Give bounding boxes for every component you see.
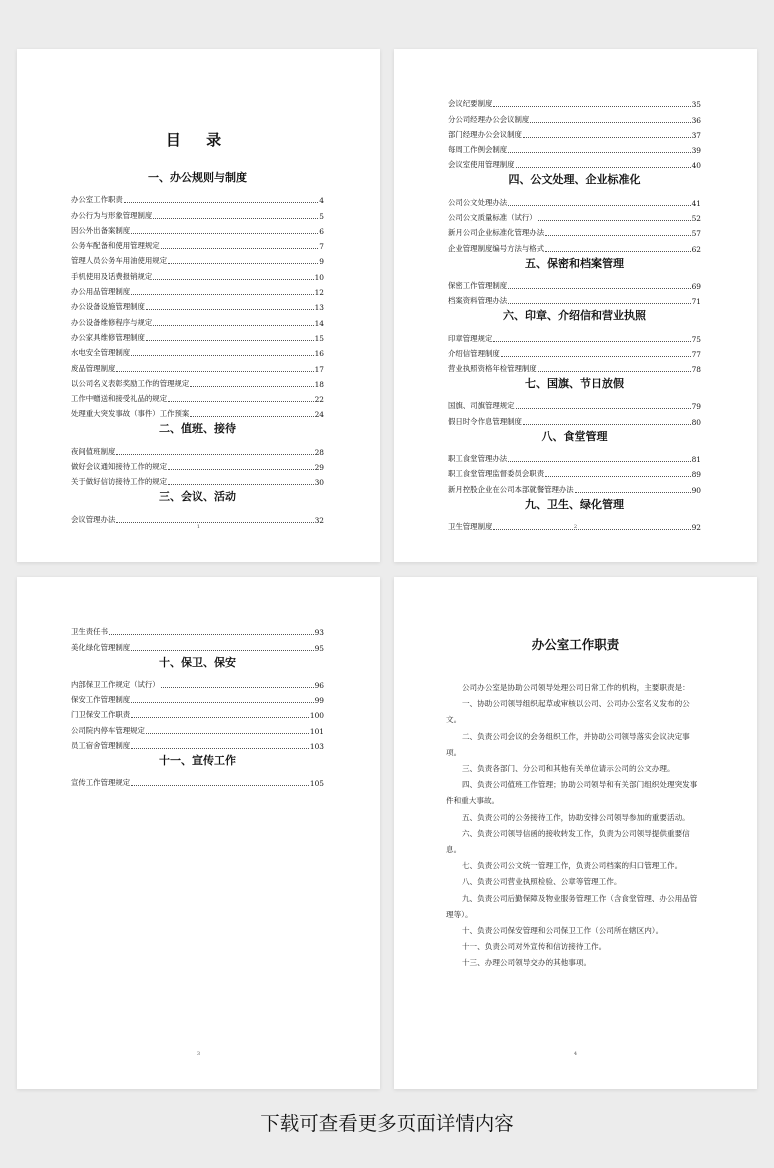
toc-entry-title: 卫生管理制度 (448, 521, 493, 531)
toc-entry-page: 13 (314, 303, 324, 313)
toc-entry (448, 328, 701, 343)
toc-entry-page: 17 (314, 364, 324, 374)
toc-entry-title: 工作中赠送和接受礼品的规定 (71, 394, 168, 404)
toc-entry-title: 办公设备设施管理制度 (71, 302, 145, 312)
toc-entry-page: 62 (691, 244, 701, 254)
toc-entry-page: 5 (319, 211, 324, 221)
toc-section-heading: 一、办公规则与制度 (148, 171, 247, 184)
dot-leader (116, 522, 313, 523)
document-paragraph: 公司办公室是协助公司领导处理公司日常工作的机构，主要职责是： (461, 683, 690, 692)
toc-entry-title: 新月控股企业在公司本部就餐管理办法 (448, 484, 574, 494)
toc-section-heading: 五、保密和档案管理 (525, 256, 624, 270)
dot-leader (131, 650, 313, 651)
toc-entry (71, 705, 324, 720)
toc-entry-page: 69 (691, 281, 701, 291)
toc-entry-title: 国旗、司旗管理规定 (448, 401, 515, 411)
toc-entry (448, 291, 701, 306)
toc-section-heading: 十一、宣传工作 (159, 754, 236, 768)
toc-entry (71, 205, 324, 220)
dot-leader (131, 702, 313, 703)
toc-entry-title: 处理重大突发事故（事件）工作预案 (71, 409, 190, 419)
dot-leader (168, 469, 314, 470)
toc-entry-page: 89 (691, 470, 701, 480)
dot-leader (501, 356, 691, 357)
toc-entry (448, 411, 701, 426)
toc-entry-title: 美化绿化管理制度 (71, 642, 131, 652)
toc-entry (71, 773, 324, 788)
toc-entry-page: 37 (691, 130, 701, 140)
page-number: 4 (573, 1051, 578, 1057)
toc-entry-page: 18 (314, 379, 324, 389)
toc-page-3 (17, 577, 380, 1089)
toc-entry-title: 营业执照资格年检管理制度 (448, 364, 537, 374)
toc-title: 目 录 (165, 131, 232, 149)
toc-entry-title: 每周工作例会制度 (448, 145, 508, 155)
dot-leader (168, 484, 314, 485)
toc-entry-title: 夜间值班制度 (71, 446, 116, 456)
toc-entry (71, 190, 324, 205)
toc-entry (448, 125, 701, 140)
toc-entry-page: 96 (314, 680, 324, 690)
document-page-4 (394, 577, 757, 1089)
toc-entry-page: 52 (691, 214, 701, 224)
toc-entry (448, 359, 701, 374)
dot-leader (538, 371, 691, 372)
toc-entry (448, 276, 701, 291)
toc-entry-title: 门卫保安工作职责 (71, 710, 131, 720)
dot-leader (508, 461, 690, 462)
toc-entry (448, 238, 701, 253)
toc-entry-title: 会议室使用管理制度 (448, 160, 515, 170)
dot-leader (530, 122, 690, 123)
dot-leader (153, 325, 313, 326)
toc-entry-title: 员工宿舍管理制度 (71, 741, 131, 751)
toc-entry-page: 22 (314, 395, 324, 405)
dot-leader (131, 355, 313, 356)
dot-leader (116, 454, 313, 455)
toc-entry (448, 140, 701, 155)
document-paragraph: 九、负责公司后勤保障及物业服务管理工作（含食堂管理、办公用品管理等）。 (446, 893, 698, 919)
toc-entry-page: 95 (314, 643, 324, 653)
dot-leader (153, 218, 318, 219)
toc-entry-page: 32 (314, 515, 324, 525)
toc-list (71, 622, 324, 788)
toc-section-heading: 四、公文处理、企业标准化 (508, 173, 641, 187)
toc-entry-page: 41 (691, 198, 701, 208)
dot-leader (146, 340, 314, 341)
document-paragraph: 三、负责各部门、分公司和其他有关单位请示公司的公文办理。 (461, 764, 675, 774)
dot-leader (545, 251, 691, 252)
dot-leader (190, 416, 313, 417)
toc-entry-title: 公务车配备和使用管理规定 (71, 241, 160, 251)
toc-entry-page: 24 (314, 410, 324, 420)
toc-entry-page: 40 (691, 161, 701, 171)
toc-entry (71, 404, 324, 419)
dot-leader (493, 106, 690, 107)
toc-entry-title: 会议管理办法 (71, 514, 116, 524)
toc-entry-title: 保安工作管理制度 (71, 695, 131, 705)
toc-entry (71, 236, 324, 251)
dot-leader (153, 279, 313, 280)
toc-entry-page: 71 (691, 297, 701, 307)
toc-entry (71, 389, 324, 404)
toc-entry-page: 28 (314, 447, 324, 457)
document-paragraph: 四、负责公司值班工作管理；协助公司领导和有关部门组织处理突发事件和重大事故。 (446, 780, 698, 806)
page-number: 2 (573, 524, 578, 530)
toc-entry (448, 94, 701, 109)
dot-leader (523, 424, 691, 425)
toc-entry (71, 622, 324, 637)
toc-section-heading: 二、值班、接待 (159, 422, 236, 436)
dot-leader (575, 492, 691, 493)
dot-leader (131, 717, 309, 718)
toc-entry (71, 675, 324, 690)
toc-list (71, 168, 324, 525)
dot-leader (146, 733, 309, 734)
document-paragraph: 八、负责公司营业执照检验、公章等管理工作。 (461, 877, 622, 887)
toc-entry-page: 75 (691, 334, 701, 344)
dot-leader (493, 341, 690, 342)
toc-entry-page: 92 (691, 522, 701, 532)
toc-entry (448, 208, 701, 223)
toc-entry-title: 印章管理规定 (448, 333, 493, 343)
toc-section-heading: 九、卫生、绿化管理 (525, 497, 624, 511)
dot-leader (161, 248, 319, 249)
dot-leader (168, 401, 314, 402)
toc-entry-title: 部门经理办公会议制度 (448, 129, 522, 139)
toc-entry-page: 14 (314, 318, 324, 328)
toc-entry-page: 93 (314, 628, 324, 638)
toc-entry-title: 假日时令作息管理制度 (448, 416, 522, 426)
toc-entry (71, 690, 324, 705)
toc-entry-page: 39 (691, 146, 701, 156)
toc-entry-title: 职工食堂管理监督委员会职责 (448, 469, 545, 479)
toc-entry-title: 办公行为与形象管理制度 (71, 210, 153, 220)
document-title: 办公室工作职责 (531, 637, 620, 652)
toc-entry-title: 企业管理制度编号方法与格式 (448, 243, 545, 253)
toc-entry (71, 374, 324, 389)
toc-entry-page: 105 (309, 779, 324, 789)
toc-entry-title: 公司院内停车管理规定 (71, 725, 145, 735)
download-caption: 下载可查看更多页面详情内容 (260, 1112, 514, 1135)
dot-leader (538, 220, 691, 221)
toc-entry-title: 宣传工作管理规定 (71, 778, 131, 788)
toc-entry (448, 479, 701, 494)
toc-entry-title: 内部保卫工作规定（试行） (71, 679, 160, 689)
toc-entry-title: 办公家具维修管理制度 (71, 332, 145, 342)
toc-page-2 (394, 49, 757, 562)
toc-entry-page: 15 (314, 333, 324, 343)
toc-entry (71, 343, 324, 358)
toc-page-1 (17, 49, 380, 562)
dot-leader (545, 476, 691, 477)
toc-entry-page: 35 (691, 100, 701, 110)
toc-entry-page: 12 (314, 288, 324, 298)
toc-entry-title: 因公外出备案制度 (71, 225, 131, 235)
toc-entry (448, 464, 701, 479)
toc-section-heading: 七、国旗、节日放假 (525, 377, 624, 391)
toc-entry-page: 6 (319, 226, 324, 236)
toc-entry-title: 保密工作管理制度 (448, 280, 508, 290)
toc-entry (448, 344, 701, 359)
toc-entry (71, 358, 324, 373)
document-paragraph: 十三、办理公司领导交办的其他事项。 (461, 958, 592, 968)
toc-entry-page: 101 (309, 726, 324, 736)
document-paragraph: 十、负责公司保安管理和公司保卫工作（公司所在辖区内）。 (461, 926, 664, 936)
toc-entry-page: 30 (314, 478, 324, 488)
toc-entry-title: 档案资料管理办法 (448, 296, 508, 306)
toc-entry-title: 卫生责任书 (71, 627, 108, 637)
dot-leader (124, 202, 319, 203)
toc-entry-title: 介绍信管理制度 (448, 348, 500, 358)
dot-leader (190, 386, 313, 387)
toc-entry-title: 废品管理制度 (71, 363, 116, 373)
toc-entry-page: 77 (691, 349, 701, 359)
toc-entry-page: 9 (319, 257, 324, 267)
toc-section-heading: 六、印章、介绍信和营业执照 (503, 309, 646, 323)
toc-entry (71, 282, 324, 297)
toc-entry-title: 管理人员公务车用油使用规定 (71, 256, 168, 266)
dot-leader (545, 235, 691, 236)
toc-entry (71, 457, 324, 472)
toc-entry (71, 251, 324, 266)
document-body (446, 680, 703, 972)
dot-leader (508, 288, 690, 289)
dot-leader (516, 408, 691, 409)
toc-entry (71, 221, 324, 236)
dot-leader (109, 634, 314, 635)
toc-entry-title: 分公司经理办公会议制度 (448, 114, 530, 124)
toc-entry-title: 公司公文质量标准（试行） (448, 213, 537, 223)
toc-entry (71, 266, 324, 281)
toc-section-heading: 十、保卫、保安 (159, 655, 236, 669)
page-number: 3 (196, 1051, 201, 1057)
toc-entry-title: 职工食堂管理办法 (448, 454, 508, 464)
dot-leader (161, 687, 314, 688)
dot-leader (508, 152, 690, 153)
toc-entry-title: 关于做好信访接待工作的规定 (71, 477, 168, 487)
dot-leader (131, 748, 309, 749)
document-paragraph: 二、负责公司会议的会务组织工作，并协助公司领导落实会议决定事项。 (446, 731, 690, 757)
toc-entry-page: 81 (691, 455, 701, 465)
dot-leader (146, 309, 314, 310)
toc-entry (448, 396, 701, 411)
dot-leader (523, 137, 691, 138)
toc-entry-page: 36 (691, 115, 701, 125)
toc-entry-page: 80 (691, 417, 701, 427)
toc-entry (71, 312, 324, 327)
toc-entry-title: 做好会议通知接待工作的规定 (71, 462, 168, 472)
toc-entry (71, 472, 324, 487)
toc-entry-page: 16 (314, 349, 324, 359)
document-paragraph: 六、负责公司领导信函的接收转发工作，负责为公司领导提供重要信息。 (446, 828, 690, 855)
toc-entry-page: 4 (319, 196, 324, 206)
toc-entry-title: 公司公文处理办法 (448, 197, 508, 207)
toc-entry-page: 103 (309, 742, 324, 752)
dot-leader (516, 167, 691, 168)
document-paragraph: 一、协助公司领导组织起草或审核以公司、公司办公室名义发布的公文。 (446, 699, 690, 725)
document-paragraph: 十一、负责公司对外宣传和信访接待工作。 (461, 942, 607, 952)
dot-leader (131, 294, 313, 295)
toc-entry-title: 会议纪要制度 (448, 99, 493, 109)
toc-entry-page: 100 (309, 711, 324, 721)
dot-leader (168, 263, 318, 264)
dot-leader (508, 303, 690, 304)
toc-entry-title: 手机使用及话费报销规定 (71, 271, 153, 281)
toc-entry (71, 509, 324, 524)
toc-entry-page: 29 (314, 463, 324, 473)
toc-entry-page: 99 (314, 696, 324, 706)
toc-list (448, 94, 701, 532)
toc-entry (71, 297, 324, 312)
toc-entry-page: 78 (691, 365, 701, 375)
toc-entry-title: 办公设备维修程序与规定 (71, 317, 153, 327)
toc-entry-title: 办公用品管理制度 (71, 287, 131, 297)
toc-entry (71, 637, 324, 652)
toc-section-heading: 八、食堂管理 (541, 429, 608, 443)
toc-entry (71, 720, 324, 735)
document-paragraph: 七、负责公司公文统一管理工作，负责公司档案的归口管理工作。 (461, 861, 683, 871)
toc-entry (448, 155, 701, 170)
dot-leader (508, 205, 690, 206)
dot-leader (116, 371, 313, 372)
dot-leader (131, 233, 318, 234)
toc-entry-title: 新月公司企业标准化管理办法 (448, 228, 545, 238)
toc-entry-page: 7 (319, 242, 324, 252)
toc-entry (448, 449, 701, 464)
toc-entry (71, 328, 324, 343)
toc-entry-page: 10 (314, 272, 324, 282)
toc-section-heading: 三、会议、活动 (159, 490, 236, 504)
dot-leader (131, 785, 309, 786)
toc-entry-page: 57 (691, 229, 701, 239)
page-number: 1 (196, 524, 201, 530)
toc-entry (71, 441, 324, 456)
toc-entry (448, 223, 701, 238)
document-paragraph: 五、负责公司的公务接待工作，协助安排公司领导参加的重要活动。 (461, 812, 690, 822)
toc-entry-page: 79 (691, 402, 701, 412)
toc-entry (71, 736, 324, 751)
toc-entry-title: 水电安全管理制度 (71, 348, 131, 358)
toc-entry (448, 109, 701, 124)
toc-entry-title: 办公室工作职责 (71, 195, 123, 205)
toc-entry-page: 90 (691, 485, 701, 495)
toc-entry-title: 以公司名义表彰奖励工作的管理规定 (71, 378, 190, 388)
toc-entry (448, 192, 701, 207)
